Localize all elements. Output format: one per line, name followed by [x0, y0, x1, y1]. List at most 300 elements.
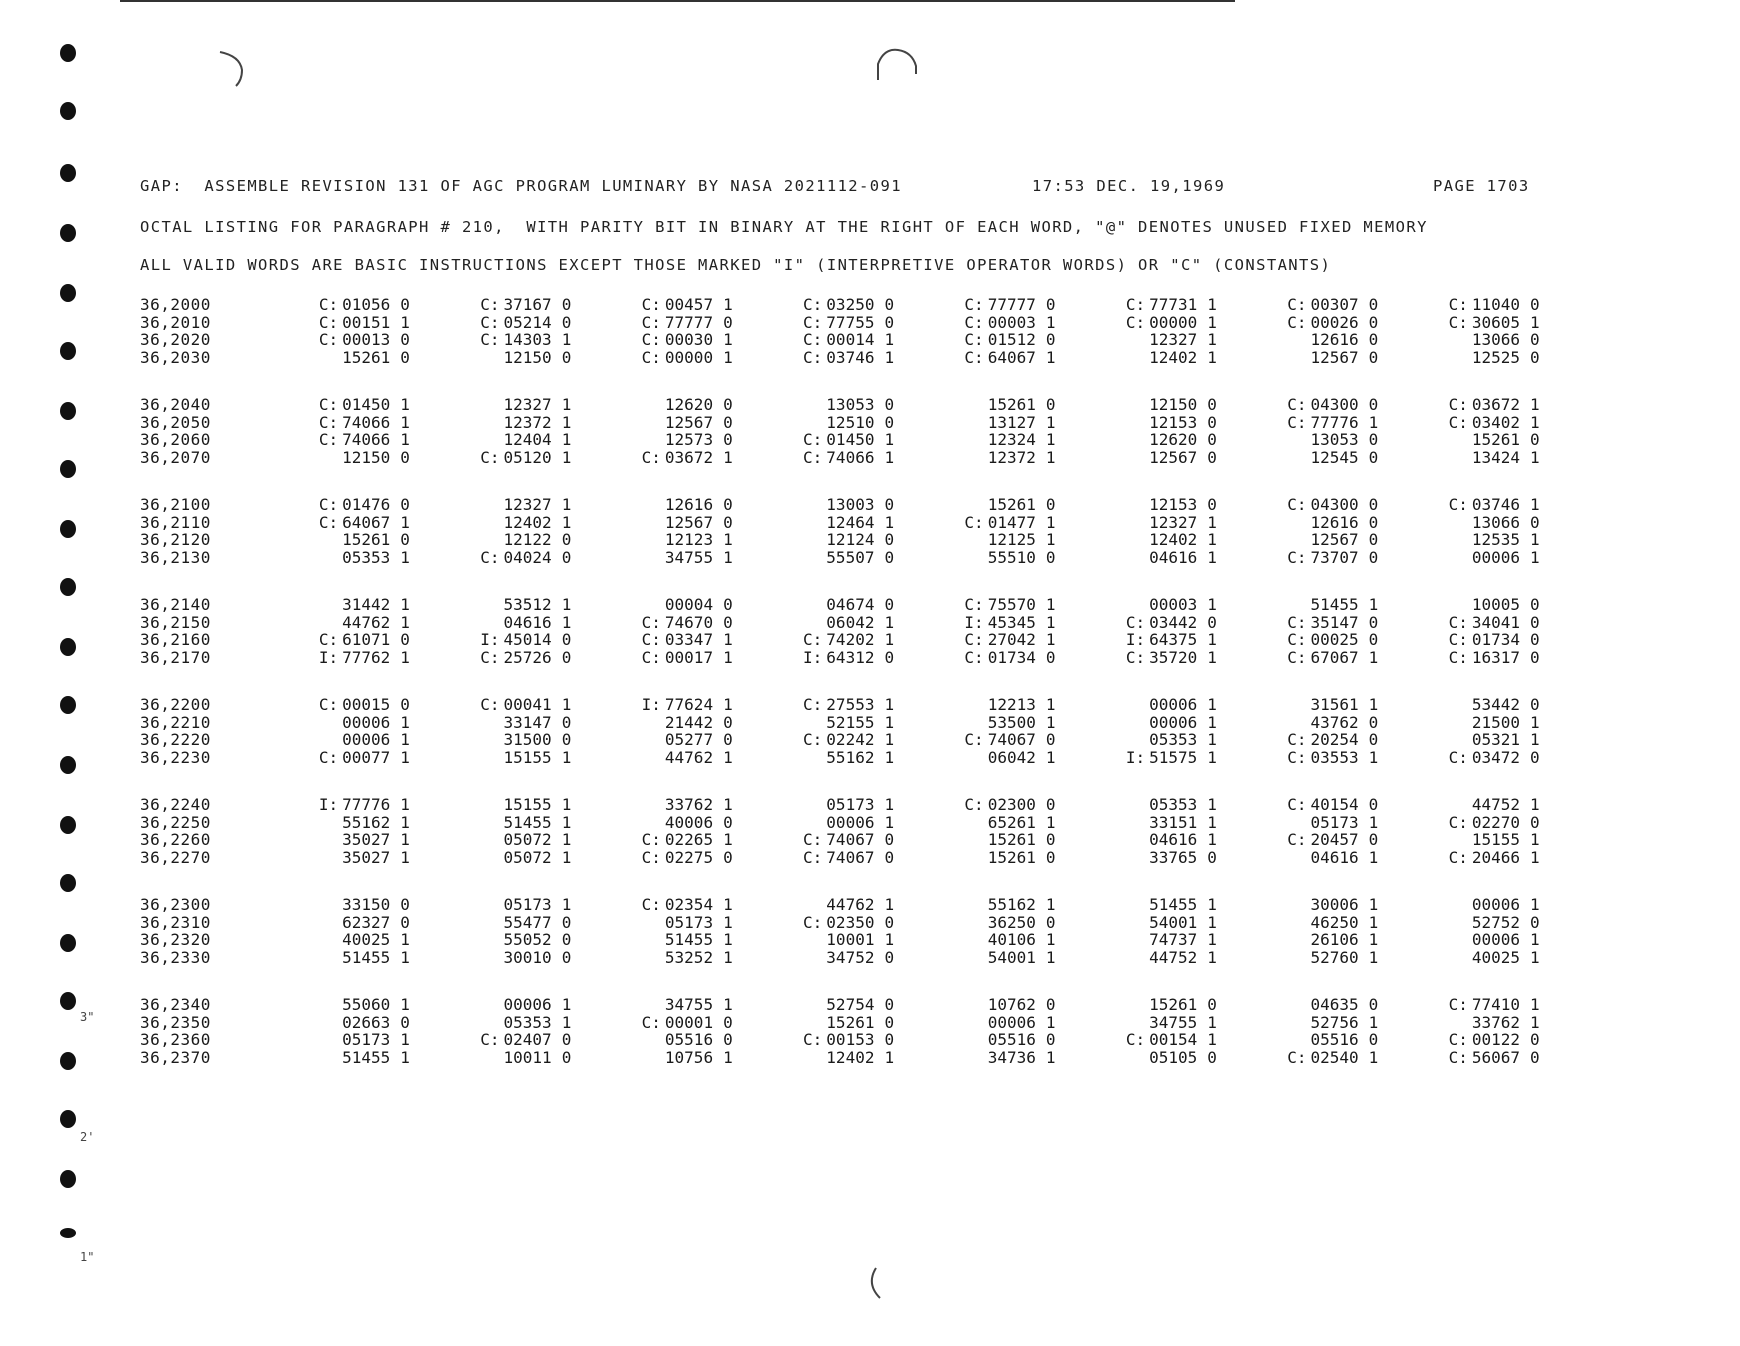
word-type-marker: C: — [803, 695, 823, 715]
word-value: 00006 — [987, 1012, 1036, 1032]
address: 36,2170 — [140, 647, 211, 667]
octal-word — [733, 813, 894, 832]
word-value: 55162 — [826, 747, 875, 767]
tractor-feed-holes — [60, 40, 80, 1340]
octal-word — [1217, 713, 1378, 732]
listing-row — [140, 1031, 1540, 1049]
listing-row — [140, 614, 1540, 632]
word-type-marker: C: — [1448, 295, 1468, 315]
word-value: 02300 — [987, 795, 1036, 815]
parity-bit: 0 — [1368, 447, 1379, 467]
word-value: 51455 — [342, 947, 391, 967]
word-value: 40025 — [342, 930, 391, 950]
listing-row — [140, 449, 1540, 467]
word-value: 00041 — [503, 695, 552, 715]
word-type-marker: C: — [803, 912, 823, 932]
octal-word — [1379, 630, 1540, 649]
word-value: 74067 — [987, 730, 1036, 750]
word-type-marker: I: — [1125, 630, 1146, 650]
parity-bit: 0 — [723, 495, 733, 515]
word-value: 53512 — [503, 595, 552, 615]
word-value: 02354 — [664, 895, 714, 915]
word-value: 12620 — [664, 395, 714, 415]
word-value: 02407 — [503, 1030, 552, 1050]
word-value: 45014 — [503, 630, 552, 650]
word-value: 77777 — [987, 295, 1036, 315]
octal-word — [1056, 713, 1217, 732]
octal-word — [572, 930, 733, 949]
parity-bit: 0 — [1368, 395, 1379, 415]
octal-word — [410, 913, 571, 932]
parity-bit: 0 — [723, 1012, 733, 1032]
octal-word — [1217, 595, 1378, 614]
listing-row — [140, 649, 1540, 667]
parity-bit: 1 — [1207, 630, 1217, 650]
parity-bit: 1 — [561, 695, 572, 715]
word-value: 52752 — [1471, 912, 1521, 932]
word-value: 01512 — [987, 330, 1036, 350]
word-value: 12567 — [1310, 347, 1359, 367]
word-type-marker: C: — [318, 747, 339, 767]
listing-row — [140, 396, 1540, 414]
octal-word — [733, 895, 894, 914]
parity-bit: 1 — [1368, 847, 1379, 867]
parity-bit: 1 — [1045, 412, 1056, 432]
word-value: 40106 — [987, 930, 1036, 950]
word-type-marker: C: — [641, 895, 661, 915]
punch-hole — [60, 102, 76, 120]
word-value: 04616 — [1149, 830, 1198, 850]
parity-bit: 0 — [1368, 547, 1379, 567]
parity-bit: 1 — [723, 630, 733, 650]
word-type-marker: C: — [964, 795, 984, 815]
word-value: 30010 — [503, 947, 552, 967]
octal-word — [894, 330, 1055, 349]
address: 36,2320 — [140, 930, 211, 950]
parity-bit: 0 — [723, 1030, 733, 1050]
parity-bit: 1 — [1368, 1047, 1379, 1067]
octal-word — [249, 313, 410, 332]
parity-bit: 1 — [1207, 895, 1217, 915]
word-value: 00006 — [1471, 895, 1521, 915]
parity-bit: 1 — [1530, 447, 1540, 467]
word-type-marker: I: — [318, 647, 339, 667]
word-value: 55052 — [503, 930, 552, 950]
word-value: 12125 — [987, 530, 1036, 550]
octal-word — [572, 313, 733, 332]
octal-word — [1217, 695, 1378, 714]
listing-row — [140, 596, 1540, 614]
parity-bit: 1 — [884, 612, 895, 632]
word-value: 51575 — [1149, 747, 1198, 767]
octal-word — [1217, 913, 1378, 932]
parity-bit: 0 — [400, 530, 410, 550]
word-value: 12620 — [1149, 430, 1198, 450]
octal-word — [1379, 613, 1540, 632]
parity-bit: 0 — [884, 1030, 895, 1050]
parity-bit: 0 — [1530, 630, 1540, 650]
parity-bit: 1 — [723, 947, 733, 967]
octal-word — [249, 748, 410, 767]
parity-bit: 0 — [723, 412, 733, 432]
parity-bit: 1 — [1045, 1012, 1056, 1032]
listing-row — [140, 849, 1540, 867]
octal-word — [1379, 913, 1540, 932]
parity-bit: 1 — [1207, 830, 1217, 850]
parity-bit: 1 — [1045, 812, 1056, 832]
word-type-marker: C: — [1448, 395, 1468, 415]
octal-word — [249, 795, 410, 814]
word-type-marker: C: — [1448, 647, 1468, 667]
punch-hole — [60, 1110, 76, 1128]
listing-block — [140, 696, 1540, 766]
parity-bit: 1 — [1530, 412, 1540, 432]
word-value: 13053 — [826, 395, 875, 415]
word-type-marker: C: — [964, 630, 984, 650]
word-value: 12402 — [503, 512, 552, 532]
parity-bit: 1 — [1530, 312, 1540, 332]
parity-bit: 0 — [1368, 430, 1379, 450]
octal-word — [1056, 548, 1217, 567]
parity-bit: 0 — [1530, 612, 1540, 632]
word-type-marker: I: — [480, 630, 500, 650]
octal-word — [572, 413, 733, 432]
parity-bit: 1 — [723, 995, 733, 1015]
word-value: 61071 — [342, 630, 391, 650]
word-value: 13003 — [826, 495, 875, 515]
listing-row — [140, 896, 1540, 914]
word-value: 04300 — [1310, 395, 1359, 415]
parity-bit: 1 — [1530, 712, 1540, 732]
octal-word — [249, 430, 410, 449]
parity-bit: 1 — [1207, 730, 1217, 750]
parity-bit: 1 — [400, 430, 410, 450]
parity-bit: 1 — [723, 647, 733, 667]
octal-word — [249, 913, 410, 932]
parity-bit: 1 — [1368, 647, 1379, 667]
listing-row — [140, 696, 1540, 714]
octal-word — [1379, 748, 1540, 767]
scan-artifact — [872, 44, 922, 84]
parity-bit: 0 — [1045, 330, 1056, 350]
octal-listing — [140, 296, 1540, 1096]
word-type-marker: C: — [641, 447, 661, 467]
listing-row — [140, 331, 1540, 349]
word-value: 55060 — [342, 995, 391, 1015]
octal-word — [733, 1030, 894, 1049]
word-type-marker: C: — [1448, 812, 1468, 832]
word-value: 20457 — [1310, 830, 1359, 850]
parity-bit: 1 — [561, 847, 572, 867]
word-type-marker: C: — [1287, 747, 1307, 767]
parity-bit: 1 — [723, 547, 733, 567]
octal-word — [249, 730, 410, 749]
octal-word — [733, 295, 894, 314]
parity-bit: 1 — [1368, 947, 1379, 967]
parity-bit: 1 — [1530, 730, 1540, 750]
parity-bit: 0 — [1368, 347, 1379, 367]
parity-bit: 1 — [561, 495, 572, 515]
octal-word — [410, 348, 571, 367]
octal-word — [1379, 430, 1540, 449]
parity-bit: 1 — [884, 512, 895, 532]
octal-word — [572, 295, 733, 314]
octal-word — [1379, 948, 1540, 967]
listing-block — [140, 496, 1540, 566]
address: 36,2120 — [140, 530, 211, 550]
parity-bit: 0 — [1530, 747, 1540, 767]
word-value: 12372 — [503, 412, 552, 432]
octal-word — [733, 930, 894, 949]
octal-word — [249, 513, 410, 532]
word-value: 36250 — [987, 912, 1036, 932]
parity-bit: 0 — [723, 595, 733, 615]
word-type-marker: C: — [1287, 547, 1307, 567]
word-value: 21442 — [664, 712, 714, 732]
parity-bit: 1 — [723, 530, 733, 550]
parity-bit: 1 — [1045, 1047, 1056, 1067]
parity-bit: 0 — [1368, 630, 1379, 650]
word-value: 03746 — [826, 347, 875, 367]
octal-word — [1217, 448, 1378, 467]
word-value: 27553 — [826, 695, 875, 715]
octal-word — [410, 548, 571, 567]
word-value: 05321 — [1471, 730, 1521, 750]
octal-word — [1217, 295, 1378, 314]
octal-word — [1217, 348, 1378, 367]
word-type-marker: C: — [964, 595, 984, 615]
punch-hole — [60, 816, 76, 834]
word-value: 13053 — [1310, 430, 1359, 450]
octal-word — [894, 795, 1055, 814]
parity-bit: 1 — [400, 412, 410, 432]
parity-bit: 0 — [1368, 512, 1379, 532]
word-value: 35027 — [342, 847, 391, 867]
octal-word — [1217, 513, 1378, 532]
word-value: 12573 — [664, 430, 714, 450]
octal-word — [410, 1048, 571, 1067]
word-value: 46250 — [1310, 912, 1359, 932]
octal-word — [410, 430, 571, 449]
word-type-marker: C: — [1287, 412, 1307, 432]
parity-bit: 0 — [1045, 912, 1056, 932]
octal-word — [572, 548, 733, 567]
word-value: 35147 — [1310, 612, 1359, 632]
octal-word — [1379, 648, 1540, 667]
word-value: 04616 — [503, 612, 552, 632]
octal-word — [1056, 613, 1217, 632]
octal-word — [1056, 395, 1217, 414]
parity-bit: 0 — [561, 1030, 572, 1050]
word-value: 03402 — [1471, 412, 1521, 432]
parity-bit: 0 — [561, 1047, 572, 1067]
word-type-marker: C: — [480, 647, 500, 667]
parity-bit: 1 — [1530, 947, 1540, 967]
parity-bit: 1 — [723, 930, 733, 950]
word-type-marker: C: — [803, 347, 823, 367]
parity-bit: 1 — [1045, 612, 1056, 632]
word-value: 10762 — [987, 995, 1036, 1015]
listing-row — [140, 414, 1540, 432]
word-value: 12122 — [503, 530, 552, 550]
word-value: 77777 — [664, 312, 714, 332]
parity-bit: 1 — [561, 412, 572, 432]
parity-bit: 0 — [723, 512, 733, 532]
octal-word — [1217, 748, 1378, 767]
listing-row — [140, 531, 1540, 549]
word-type-marker: C: — [803, 830, 823, 850]
octal-word — [1379, 1048, 1540, 1067]
word-value: 00000 — [1149, 312, 1198, 332]
word-value: 05173 — [664, 912, 714, 932]
octal-word — [410, 995, 571, 1014]
word-type-marker: C: — [1287, 295, 1307, 315]
word-value: 13066 — [1471, 330, 1521, 350]
octal-word — [1217, 795, 1378, 814]
parity-bit: 0 — [1368, 495, 1379, 515]
word-value: 12402 — [1149, 530, 1198, 550]
word-value: 02242 — [826, 730, 875, 750]
word-value: 12510 — [826, 412, 875, 432]
octal-word — [572, 995, 733, 1014]
parity-bit: 1 — [1530, 995, 1540, 1015]
octal-word — [249, 395, 410, 414]
word-value: 10011 — [503, 1047, 552, 1067]
octal-word — [1056, 730, 1217, 749]
scan-artifact — [200, 46, 250, 90]
word-value: 12150 — [342, 447, 391, 467]
octal-word — [894, 1030, 1055, 1049]
word-value: 00457 — [664, 295, 714, 315]
address: 36,2100 — [140, 495, 211, 515]
word-value: 05173 — [1310, 812, 1359, 832]
octal-word — [1217, 413, 1378, 432]
word-value: 03250 — [826, 295, 875, 315]
word-type-marker: C: — [1287, 312, 1307, 332]
word-type-marker: C: — [1125, 612, 1146, 632]
parity-bit: 1 — [1530, 395, 1540, 415]
word-type-marker: C: — [1287, 630, 1307, 650]
word-type-marker: C: — [964, 647, 984, 667]
parity-bit: 1 — [1207, 547, 1217, 567]
word-value: 77776 — [1310, 412, 1359, 432]
octal-word — [1217, 895, 1378, 914]
parity-bit: 1 — [1045, 747, 1056, 767]
word-type-marker: C: — [480, 1030, 500, 1050]
parity-bit: 0 — [1207, 612, 1217, 632]
parity-bit: 1 — [400, 730, 410, 750]
word-type-marker: C: — [318, 312, 339, 332]
parity-bit: 1 — [400, 712, 410, 732]
word-value: 52760 — [1310, 947, 1359, 967]
octal-word — [410, 830, 571, 849]
word-value: 00153 — [826, 1030, 875, 1050]
octal-word — [733, 795, 894, 814]
octal-word — [733, 595, 894, 614]
parity-bit: 1 — [1207, 647, 1217, 667]
word-value: 35720 — [1149, 647, 1198, 667]
octal-word — [572, 1030, 733, 1049]
top-rule — [120, 0, 1235, 2]
word-value: 54001 — [1149, 912, 1198, 932]
parity-bit: 0 — [561, 530, 572, 550]
octal-word — [572, 1013, 733, 1032]
octal-word — [410, 330, 571, 349]
octal-word — [733, 830, 894, 849]
octal-word — [894, 413, 1055, 432]
parity-bit: 1 — [1368, 595, 1379, 615]
octal-word — [1056, 913, 1217, 932]
octal-word — [1056, 330, 1217, 349]
parity-bit: 0 — [884, 995, 895, 1015]
octal-word — [572, 430, 733, 449]
octal-word — [1056, 995, 1217, 1014]
parity-bit: 1 — [1207, 747, 1217, 767]
parity-bit: 1 — [1530, 830, 1540, 850]
word-type-marker: C: — [318, 330, 339, 350]
octal-word — [1056, 530, 1217, 549]
octal-word — [1056, 595, 1217, 614]
parity-bit: 0 — [1530, 295, 1540, 315]
parity-bit: 1 — [1207, 795, 1217, 815]
word-type-marker: C: — [1448, 1047, 1468, 1067]
octal-word — [249, 713, 410, 732]
octal-word — [1379, 413, 1540, 432]
address: 36,2030 — [140, 347, 211, 367]
parity-bit: 0 — [884, 530, 895, 550]
word-value: 15261 — [826, 1012, 875, 1032]
word-value: 34041 — [1471, 612, 1521, 632]
octal-word — [572, 330, 733, 349]
parity-bit: 1 — [884, 730, 895, 750]
parity-bit: 0 — [1530, 330, 1540, 350]
word-value: 00015 — [342, 695, 391, 715]
octal-word — [249, 948, 410, 967]
word-value: 74670 — [664, 612, 714, 632]
octal-word — [894, 930, 1055, 949]
word-type-marker: C: — [1287, 647, 1307, 667]
octal-word — [733, 913, 894, 932]
word-value: 30006 — [1310, 895, 1359, 915]
word-value: 00307 — [1310, 295, 1359, 315]
word-value: 12567 — [664, 512, 714, 532]
word-value: 02270 — [1471, 812, 1521, 832]
word-type-marker: C: — [1448, 747, 1468, 767]
octal-word — [894, 913, 1055, 932]
word-type-marker: C: — [803, 295, 823, 315]
parity-bit: 0 — [1368, 730, 1379, 750]
word-value: 27042 — [987, 630, 1036, 650]
word-value: 05277 — [664, 730, 714, 750]
octal-word — [249, 695, 410, 714]
octal-word — [894, 495, 1055, 514]
parity-bit: 1 — [1207, 912, 1217, 932]
parity-bit: 1 — [884, 712, 895, 732]
parity-bit: 1 — [1207, 595, 1217, 615]
octal-word — [249, 848, 410, 867]
octal-word — [410, 1030, 571, 1049]
word-value: 10005 — [1471, 595, 1521, 615]
header-line-2: OCTAL LISTING FOR PARAGRAPH # 210, WITH PARITY BIT IN BINARY AT THE RIGHT OF EACH WORD, "@" DENOTES UNUSED FIXED MEMORY — [140, 218, 1428, 236]
octal-word — [410, 1013, 571, 1032]
punch-hole — [60, 164, 76, 182]
parity-bit: 0 — [400, 330, 410, 350]
word-type-marker: I: — [803, 647, 823, 667]
octal-word — [249, 330, 410, 349]
word-type-marker: C: — [318, 430, 339, 450]
parity-bit: 0 — [1368, 1030, 1379, 1050]
parity-bit: 0 — [1368, 530, 1379, 550]
